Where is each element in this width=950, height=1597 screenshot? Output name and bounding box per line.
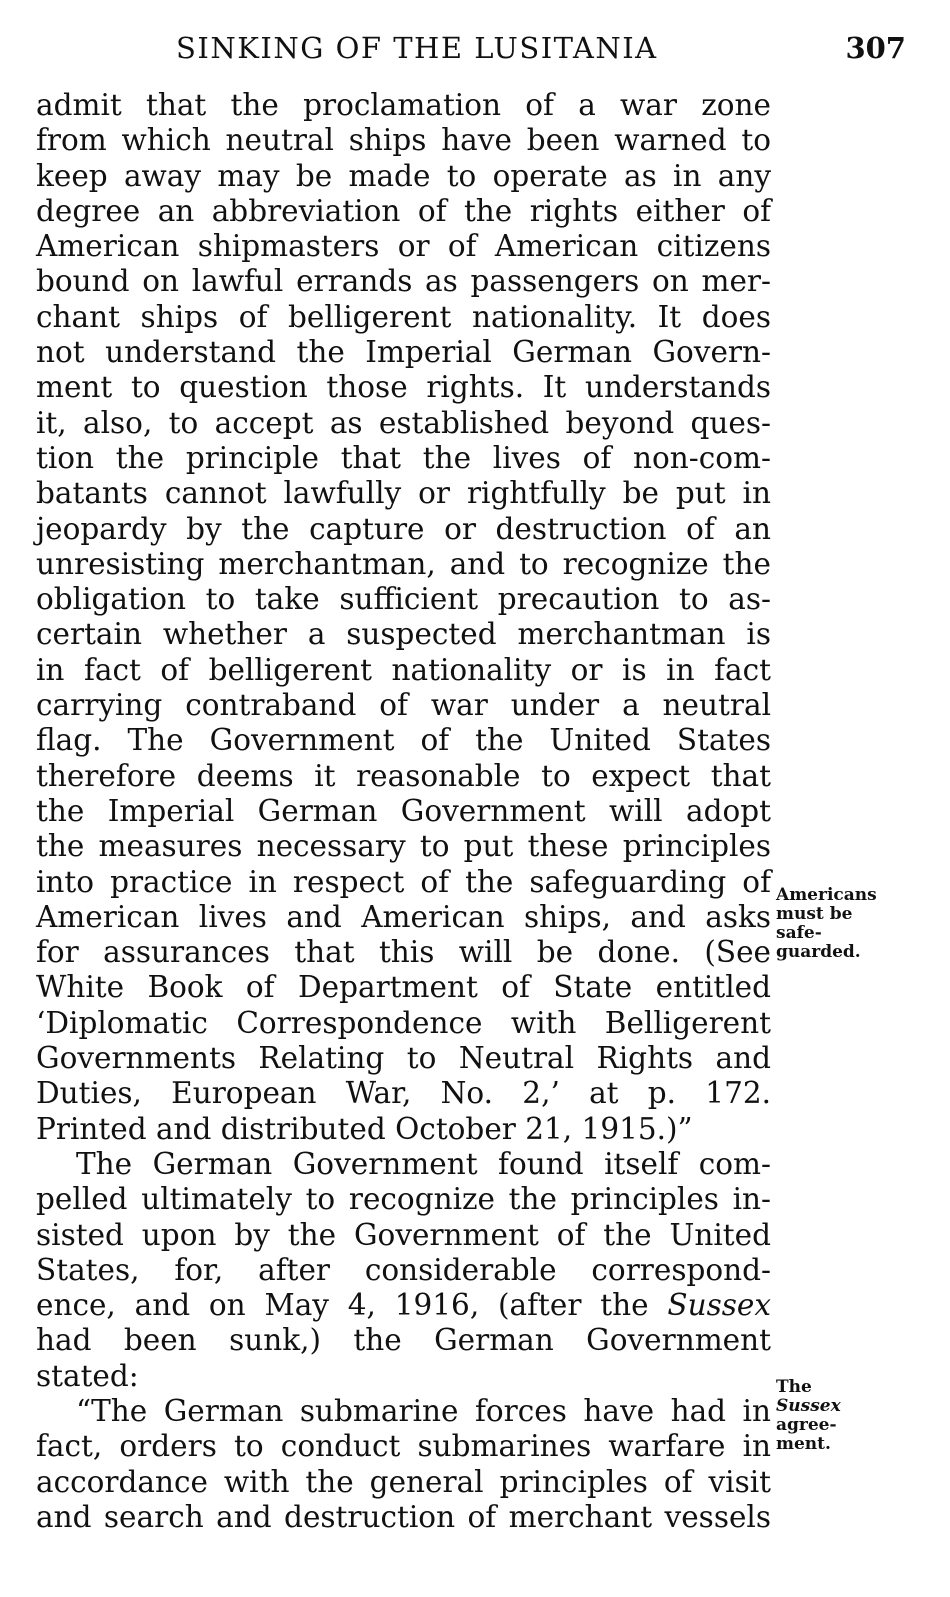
text-line: keep away may be made to operate as in any	[36, 158, 771, 193]
text-line: from which neutral ships have been warned to	[36, 123, 771, 158]
text-line: carrying contraband of war under a neutral	[36, 688, 771, 723]
text-line: American lives and American ships, and asks	[36, 899, 771, 934]
text-line: admit that the proclamation of a war zone	[36, 88, 771, 122]
text-line: certain whether a suspected merchantman is	[36, 617, 771, 652]
text-line: pelled ultimately to recognize the principles in-	[36, 1182, 771, 1217]
running-title: SINKING OF THE LUSITANIA	[176, 31, 658, 65]
text-line: chant ships of belligerent nationality. It does	[36, 299, 771, 334]
text-line: Governments Relating to Neutral Rights and	[36, 1041, 771, 1076]
text-line: therefore deems it reasonable to expect that	[36, 758, 771, 793]
text-line: stated:	[36, 1358, 139, 1393]
text-line: ment to question those rights. It understands	[36, 370, 771, 405]
margin-note-line: Sussex	[776, 1396, 841, 1416]
text-line: for assurances that this will be done. (See	[36, 935, 771, 970]
text-line: flag. The Government of the United States	[36, 723, 771, 758]
text-line: American shipmasters or of American citizens	[36, 229, 771, 264]
paragraph-start-line: The German Government found itself com-	[76, 1146, 771, 1181]
margin-note-line: Americans	[776, 885, 877, 905]
text-line: degree an abbreviation of the rights either of	[36, 193, 771, 228]
margin-note-line: ment.	[776, 1434, 831, 1454]
text-line: States, for, after considerable correspond-	[36, 1252, 771, 1287]
text-line: unresisting merchantman, and to recognize the	[36, 546, 771, 581]
margin-note-sussex	[776, 1378, 841, 1454]
text-line: bound on lawful errands as passengers on mer-	[36, 264, 771, 299]
text-line: the Imperial German Government will adopt	[36, 793, 771, 828]
text-line: ‘Diplomatic Correspondence with Belligerent	[36, 1005, 771, 1040]
text-line: accordance with the general principles of visit	[36, 1464, 771, 1499]
running-head	[36, 26, 906, 70]
text-line: Duties, European War, No. 2,’ at p. 172.	[36, 1076, 771, 1111]
sussex-italic: Sussex	[667, 1288, 771, 1323]
text-line: White Book of Department of State entitled	[36, 970, 771, 1005]
page-number: 307	[845, 31, 906, 65]
text-line: fact, orders to conduct submarines warfare in	[36, 1429, 771, 1464]
margin-note-line: safe-	[776, 923, 822, 943]
margin-note-line: agree-	[776, 1415, 837, 1435]
text-line: into practice in respect of the safeguarding of	[36, 864, 771, 899]
text-line: Printed and distributed October 21, 1915.)”	[36, 1111, 693, 1146]
text-line: batants cannot lawfully or rightfully be put in	[36, 476, 771, 511]
text-line: and search and destruction of merchant vessels	[36, 1499, 771, 1534]
text-line: tion the principle that the lives of non-com-	[36, 440, 771, 475]
text-line-with-italic	[36, 1288, 771, 1323]
margin-note-line: must be	[776, 904, 853, 924]
body-text	[36, 88, 771, 1535]
margin-note-americans	[776, 886, 877, 962]
text-fragment: ence, and on May 4, 1916, (after the	[36, 1288, 668, 1323]
quote-start-line: “The German submarine forces have had in	[76, 1393, 771, 1428]
margin-note-line: The	[776, 1377, 812, 1397]
margin-note-line: guarded.	[776, 942, 861, 962]
text-line: the measures necessary to put these principles	[36, 829, 771, 864]
text-line: it, also, to accept as established beyond ques-	[36, 405, 771, 440]
text-line: had been sunk,) the German Government	[36, 1323, 771, 1358]
text-line: obligation to take sufficient precaution to as-	[36, 582, 771, 617]
text-line: sisted upon by the Government of the United	[36, 1217, 771, 1252]
text-line: not understand the Imperial German Govern-	[36, 335, 771, 370]
text-line: jeopardy by the capture or destruction of an	[36, 511, 771, 546]
text-line: in fact of belligerent nationality or is in fact	[36, 652, 771, 687]
